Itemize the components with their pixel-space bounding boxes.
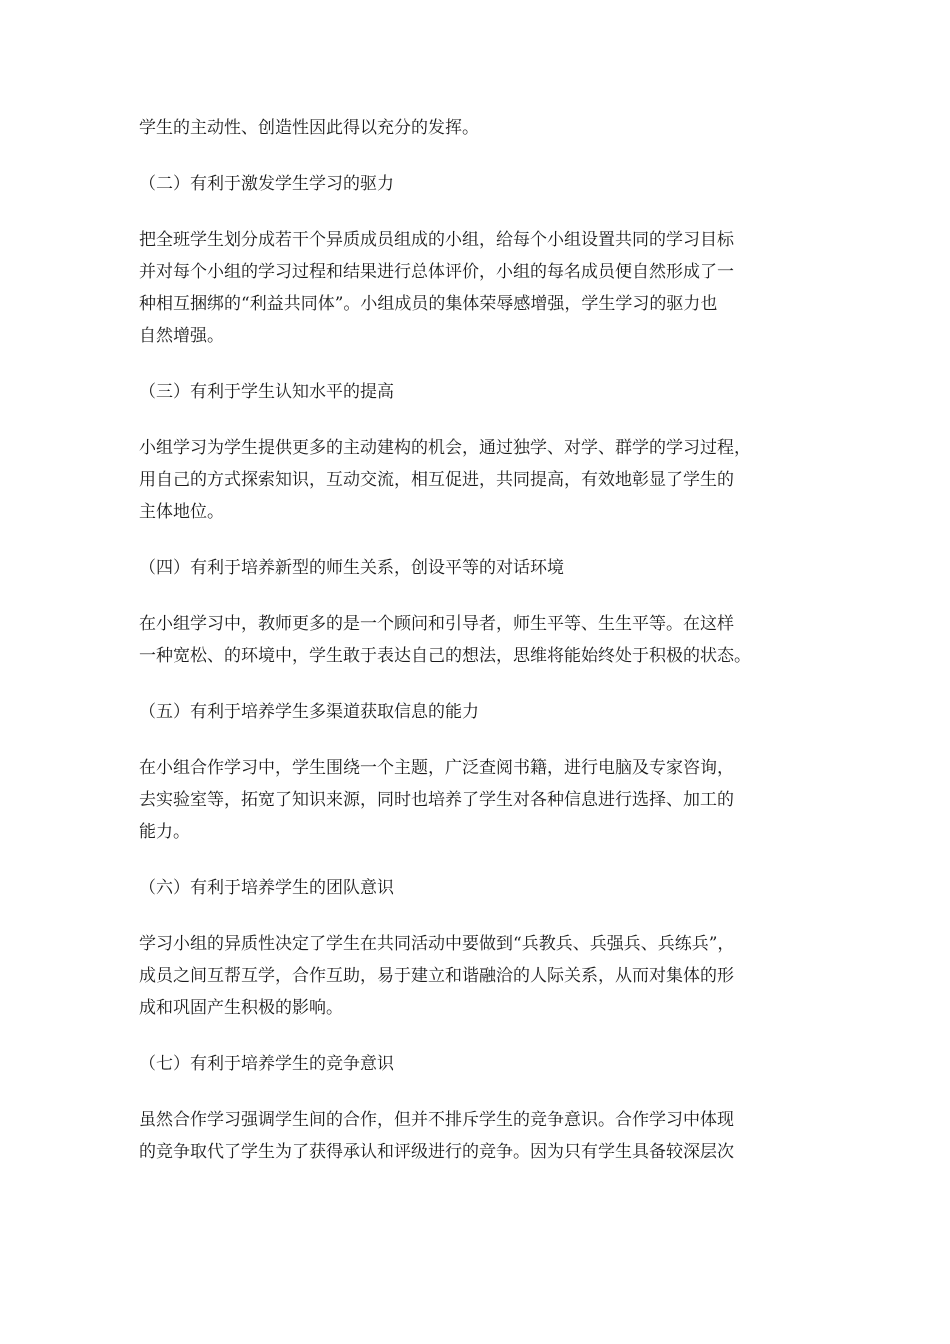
text-line: 成和巩固产生积极的影响。 <box>139 998 343 1018</box>
text-line: 一种宽松、的环境中，学生敢于表达自己的想法，思维将能始终处于积极的状态。 <box>139 646 751 666</box>
paragraph <box>139 608 839 672</box>
text-line: 自然增强。 <box>139 326 224 346</box>
text-line: 的竞争取代了学生为了获得承认和评级进行的竞争。因为只有学生具备较深层次 <box>139 1142 734 1162</box>
paragraph <box>139 928 839 1024</box>
section-heading <box>139 872 839 904</box>
text-line: （六）有利于培养学生的团队意识 <box>139 878 394 898</box>
paragraph <box>139 224 839 352</box>
text-line: 虽然合作学习强调学生间的合作，但并不排斥学生的竞争意识。合作学习中体现 <box>139 1110 734 1130</box>
section-heading <box>139 376 839 408</box>
text-line: 并对每个小组的学习过程和结果进行总体评价，小组的每名成员便自然形成了一 <box>139 262 734 282</box>
paragraph <box>139 752 839 848</box>
text-line: 用自己的方式探索知识，互动交流，相互促进，共同提高，有效地彰显了学生的 <box>139 470 734 490</box>
paragraph <box>139 432 839 528</box>
text-line: 种相互捆绑的“利益共同体”。小组成员的集体荣辱感增强，学生学习的驱力也 <box>139 294 718 314</box>
text-line: （三）有利于学生认知水平的提高 <box>139 382 394 402</box>
text-line: （四）有利于培养新型的师生关系，创设平等的对话环境 <box>139 558 564 578</box>
text-line: 能力。 <box>139 822 190 842</box>
text-line: 在小组学习中，教师更多的是一个顾问和引导者，师生平等、生生平等。在这样 <box>139 614 734 634</box>
text-line: 成员之间互帮互学，合作互助，易于建立和谐融洽的人际关系，从而对集体的形 <box>139 966 734 986</box>
paragraph <box>139 1104 839 1168</box>
text-line: 学习小组的异质性决定了学生在共同活动中要做到“兵教兵、兵强兵、兵练兵”， <box>139 934 735 954</box>
text-line: 在小组合作学习中，学生围绕一个主题，广泛查阅书籍，进行电脑及专家咨询， <box>139 758 734 778</box>
text-line: 把全班学生划分成若干个异质成员组成的小组，给每个小组设置共同的学习目标 <box>139 230 734 250</box>
section-heading <box>139 1048 839 1080</box>
text-line: （五）有利于培养学生多渠道获取信息的能力 <box>139 702 479 722</box>
section-heading <box>139 168 839 200</box>
section-heading <box>139 696 839 728</box>
paragraph <box>139 112 839 144</box>
text-line: （七）有利于培养学生的竞争意识 <box>139 1054 394 1074</box>
text-line: 学生的主动性、创造性因此得以充分的发挥。 <box>139 118 479 138</box>
document-body <box>139 112 839 1192</box>
text-line: 小组学习为学生提供更多的主动建构的机会，通过独学、对学、群学的学习过程， <box>139 438 751 458</box>
text-line: （二）有利于激发学生学习的驱力 <box>139 174 394 194</box>
text-line: 主体地位。 <box>139 502 224 522</box>
section-heading <box>139 552 839 584</box>
text-line: 去实验室等，拓宽了知识来源，同时也培养了学生对各种信息进行选择、加工的 <box>139 790 734 810</box>
